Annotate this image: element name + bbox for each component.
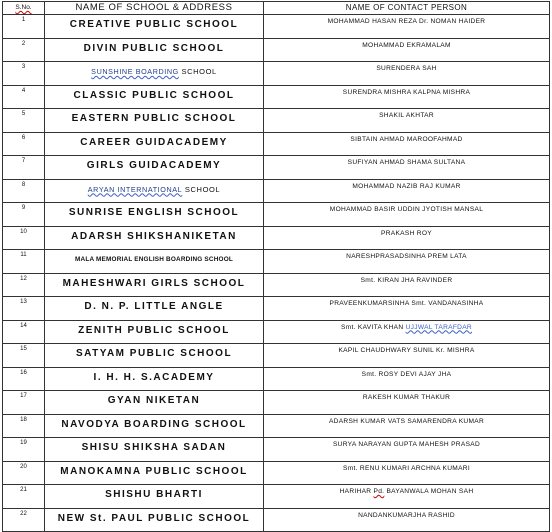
contact-person: SIBTAIN AHMAD MAROOFAHMAD bbox=[264, 132, 550, 156]
contact-person-part: BAYANWALA MOHAN SAH bbox=[384, 488, 474, 495]
school-name: ZENITH PUBLIC SCHOOL bbox=[45, 320, 264, 344]
table-row bbox=[3, 156, 550, 180]
school-name bbox=[45, 179, 264, 203]
contact-person: MOHAMMAD NAZIB RAJ KUMAR bbox=[264, 179, 550, 203]
row-number: 4 bbox=[3, 85, 45, 109]
row-number: 10 bbox=[3, 226, 45, 250]
contact-person: ADARSH KUMAR VATS SAMARENDRA KUMAR bbox=[264, 414, 550, 438]
school-name: ADARSH SHIKSHANIKETAN bbox=[45, 226, 264, 250]
contact-person: Smt. RENU KUMARI ARCHNA KUMARI bbox=[264, 461, 550, 485]
table-row bbox=[3, 62, 550, 86]
contact-person: SURYA NARAYAN GUPTA MAHESH PRASAD bbox=[264, 438, 550, 462]
table-row bbox=[3, 15, 550, 39]
school-name-part: ARYAN INTERNATIONAL bbox=[87, 184, 183, 194]
school-name bbox=[45, 62, 264, 86]
school-name: D. N. P. LITTLE ANGLE bbox=[45, 297, 264, 321]
table-row bbox=[3, 320, 550, 344]
table-row bbox=[3, 508, 550, 532]
contact-person bbox=[264, 485, 550, 509]
row-number: 5 bbox=[3, 109, 45, 133]
contact-person: SUFIYAN AHMAD SHAMA SULTANA bbox=[264, 156, 550, 180]
row-number: 2 bbox=[3, 38, 45, 62]
table-row bbox=[3, 414, 550, 438]
header-row bbox=[3, 2, 550, 15]
schools-table bbox=[2, 1, 550, 532]
table-row bbox=[3, 132, 550, 156]
contact-person: PRAKASH ROY bbox=[264, 226, 550, 250]
contact-person-part: Pd. bbox=[373, 488, 385, 495]
school-name: CREATIVE PUBLIC SCHOOL bbox=[45, 15, 264, 39]
row-number: 14 bbox=[3, 320, 45, 344]
row-number: 12 bbox=[3, 273, 45, 297]
row-number: 6 bbox=[3, 132, 45, 156]
school-name-part: SUNSHINE BOARDING bbox=[91, 67, 179, 76]
row-number: 1 bbox=[3, 15, 45, 39]
table-row bbox=[3, 109, 550, 133]
contact-person: NANDANKUMARJHA RASHID bbox=[264, 508, 550, 532]
table-row bbox=[3, 485, 550, 509]
table-row bbox=[3, 179, 550, 203]
school-name: SATYAM PUBLIC SCHOOL bbox=[45, 344, 264, 368]
row-number: 20 bbox=[3, 461, 45, 485]
school-name: SUNRISE ENGLISH SCHOOL bbox=[45, 203, 264, 227]
table-row bbox=[3, 203, 550, 227]
contact-person-part: HARIHAR bbox=[339, 488, 374, 495]
table-row bbox=[3, 297, 550, 321]
row-number: 15 bbox=[3, 344, 45, 368]
school-name: GIRLS GUIDACADEMY bbox=[45, 156, 264, 180]
table-row bbox=[3, 344, 550, 368]
contact-person: MOHAMMAD BASIR UDDIN JYOTISH MANSAL bbox=[264, 203, 550, 227]
school-name: SHISHU BHARTI bbox=[45, 485, 264, 509]
school-name: MAHESHWARI GIRLS SCHOOL bbox=[45, 273, 264, 297]
school-name: NAVODYA BOARDING SCHOOL bbox=[45, 414, 264, 438]
table-row bbox=[3, 391, 550, 415]
contact-person: MOHAMMAD HASAN REZA Dr. NOMAN HAIDER bbox=[264, 15, 550, 39]
school-name: SHISU SHIKSHA SADAN bbox=[45, 438, 264, 462]
row-number: 8 bbox=[3, 179, 45, 203]
table-row bbox=[3, 438, 550, 462]
table-row bbox=[3, 85, 550, 109]
table-row bbox=[3, 226, 550, 250]
header-sno: S.No. bbox=[3, 2, 45, 15]
row-number: 21 bbox=[3, 485, 45, 509]
contact-person bbox=[264, 320, 550, 344]
header-school: NAME OF SCHOOL & ADDRESS bbox=[45, 2, 264, 15]
row-number: 11 bbox=[3, 250, 45, 274]
contact-person: RAKESH KUMAR THAKUR bbox=[264, 391, 550, 415]
header-contact: NAME OF CONTACT PERSON bbox=[264, 2, 550, 15]
row-number: 19 bbox=[3, 438, 45, 462]
school-name: GYAN NIKETAN bbox=[45, 391, 264, 415]
school-name: EASTERN PUBLIC SCHOOL bbox=[45, 109, 264, 133]
row-number: 13 bbox=[3, 297, 45, 321]
row-number: 3 bbox=[3, 62, 45, 86]
contact-person: Smt. KIRAN JHA RAVINDER bbox=[264, 273, 550, 297]
table-row bbox=[3, 250, 550, 274]
school-name-part: SCHOOL bbox=[182, 184, 221, 194]
row-number: 17 bbox=[3, 391, 45, 415]
school-name: MALA MEMORIAL ENGLISH BOARDING SCHOOL bbox=[45, 250, 264, 274]
table-row bbox=[3, 273, 550, 297]
school-name: CAREER GUIDACADEMY bbox=[45, 132, 264, 156]
contact-person: SURENDRA MISHRA KALPNA MISHRA bbox=[264, 85, 550, 109]
contact-person-part: Smt. KAVITA KHAN bbox=[341, 323, 406, 331]
row-number: 7 bbox=[3, 156, 45, 180]
table-row bbox=[3, 367, 550, 391]
contact-person: Smt. ROSY DEVI AJAY JHA bbox=[264, 367, 550, 391]
contact-person: SHAKIL AKHTAR bbox=[264, 109, 550, 133]
school-name: DIVIN PUBLIC SCHOOL bbox=[45, 38, 264, 62]
contact-person: PRAVEENKUMARSINHA Smt. VANDANASINHA bbox=[264, 297, 550, 321]
contact-person: NARESHPRASADSINHA PREM LATA bbox=[264, 250, 550, 274]
school-name: NEW St. PAUL PUBLIC SCHOOL bbox=[45, 508, 264, 532]
row-number: 22 bbox=[3, 508, 45, 532]
contact-person: SURENDERA SAH bbox=[264, 62, 550, 86]
school-name: I. H. H. S.ACADEMY bbox=[45, 367, 264, 391]
school-name: MANOKAMNA PUBLIC SCHOOL bbox=[45, 461, 264, 485]
row-number: 9 bbox=[3, 203, 45, 227]
row-number: 18 bbox=[3, 414, 45, 438]
table-row bbox=[3, 461, 550, 485]
row-number: 16 bbox=[3, 367, 45, 391]
school-name: CLASSIC PUBLIC SCHOOL bbox=[45, 85, 264, 109]
contact-person: KAPIL CHAUDHWARY SUNIL Kr. MISHRA bbox=[264, 344, 550, 368]
contact-person: MOHAMMAD EKRAMALAM bbox=[264, 38, 550, 62]
school-name-part: SCHOOL bbox=[178, 67, 217, 76]
table-row bbox=[3, 38, 550, 62]
contact-person-part: UJJWAL TARAFDAR bbox=[405, 323, 472, 331]
